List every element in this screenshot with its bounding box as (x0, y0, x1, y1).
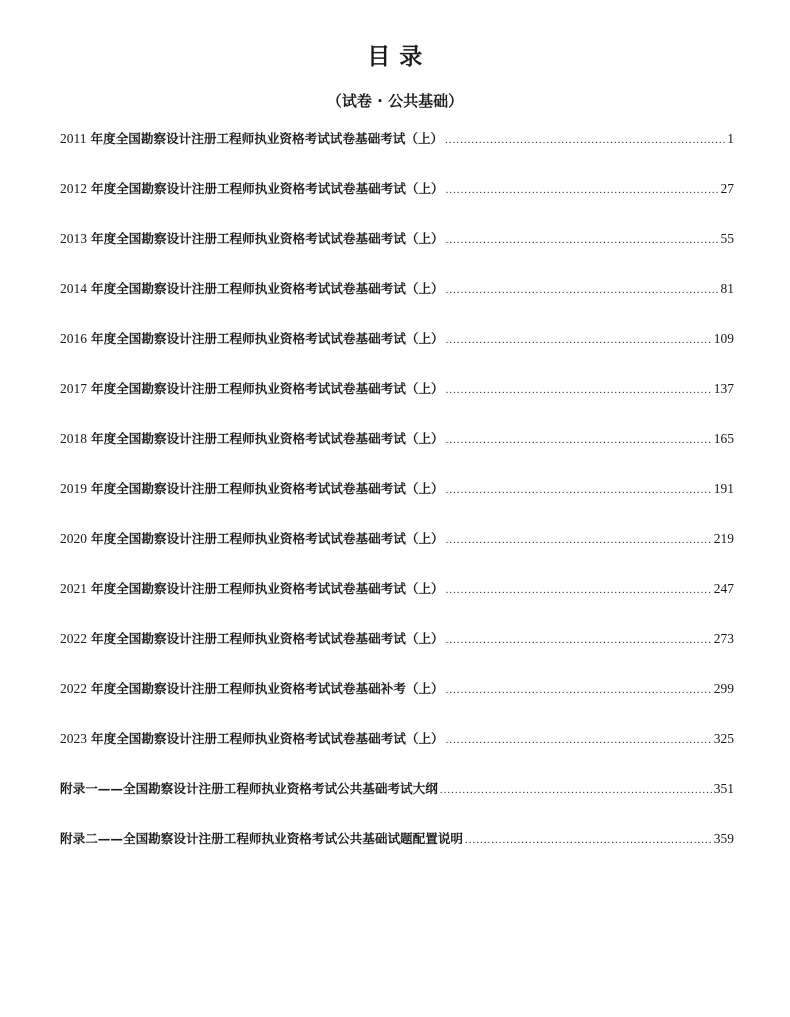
toc-entry-year: 2013 (60, 231, 87, 246)
toc-leader-dots (446, 429, 712, 451)
toc-entry[interactable] (60, 128, 734, 178)
toc-entry-page-number: 219 (713, 531, 734, 546)
toc-entry-page-number: 273 (713, 631, 734, 646)
toc-entry[interactable] (60, 628, 734, 678)
toc-leader-dots (446, 529, 712, 551)
toc-entry-year: 2023 (60, 731, 87, 746)
toc-entry[interactable] (60, 428, 734, 478)
toc-entry-title: 年度全国勘察设计注册工程师执业资格考试试卷基础考试（上） (91, 331, 444, 346)
toc-entry[interactable] (60, 178, 734, 228)
toc-entry[interactable] (60, 478, 734, 528)
toc-entry-title: 年度全国勘察设计注册工程师执业资格考试试卷基础考试（上） (91, 581, 444, 596)
toc-leader-dots (440, 779, 712, 801)
toc-entry-page-number: 27 (720, 181, 734, 196)
toc-entry[interactable] (60, 528, 734, 578)
toc-entry-title: 年度全国勘察设计注册工程师执业资格考试试卷基础考试（上） (91, 431, 444, 446)
toc-leader-dots (446, 279, 719, 301)
toc-entry[interactable] (60, 828, 734, 878)
toc-entry-year: 2022 (60, 681, 87, 696)
toc-entry[interactable] (60, 728, 734, 778)
toc-leader-dots (446, 329, 712, 351)
table-of-contents (60, 128, 734, 878)
toc-entry[interactable] (60, 328, 734, 378)
toc-leader-dots (446, 579, 712, 601)
toc-entry-page-number: 81 (720, 281, 734, 296)
toc-entry-year: 2016 (60, 331, 87, 346)
toc-leader-dots (446, 729, 712, 751)
toc-entry-title: 附录二——全国勘察设计注册工程师执业资格考试公共基础试题配置说明 (60, 831, 463, 846)
toc-leader-dots (446, 379, 712, 401)
toc-entry-title: 年度全国勘察设计注册工程师执业资格考试试卷基础补考（上） (91, 681, 444, 696)
toc-entry-year: 2011 (60, 131, 87, 146)
toc-entry-page-number: 247 (713, 581, 734, 596)
toc-leader-dots (465, 829, 712, 851)
toc-entry-year: 2019 (60, 481, 87, 496)
toc-entry-year: 2020 (60, 531, 87, 546)
toc-leader-dots (446, 479, 712, 501)
toc-entry[interactable] (60, 578, 734, 628)
toc-entry[interactable] (60, 228, 734, 278)
toc-entry[interactable] (60, 378, 734, 428)
toc-entry-year: 2021 (60, 581, 87, 596)
toc-entry-year: 2014 (60, 281, 87, 296)
page-title: 目 录 (367, 44, 423, 70)
toc-entry[interactable] (60, 778, 734, 828)
toc-entry-page-number: 1 (727, 131, 734, 146)
toc-entry-title: 附录一——全国勘察设计注册工程师执业资格考试公共基础考试大纲 (60, 781, 438, 796)
toc-entry-year: 2012 (60, 181, 87, 196)
toc-leader-dots (445, 129, 725, 151)
toc-entry-title: 年度全国勘察设计注册工程师执业资格考试试卷基础考试（上） (91, 481, 444, 496)
toc-entry-title: 年度全国勘察设计注册工程师执业资格考试试卷基础考试（上） (90, 131, 444, 146)
toc-entry-page-number: 325 (713, 731, 734, 746)
page-subtitle: （试卷 · 公共基础） (326, 92, 464, 110)
toc-entry-title: 年度全国勘察设计注册工程师执业资格考试试卷基础考试（上） (91, 231, 444, 246)
toc-entry-title: 年度全国勘察设计注册工程师执业资格考试试卷基础考试（上） (91, 631, 444, 646)
toc-entry-title: 年度全国勘察设计注册工程师执业资格考试试卷基础考试（上） (91, 731, 444, 746)
toc-entry-page-number: 109 (713, 331, 734, 346)
toc-leader-dots (446, 629, 712, 651)
toc-entry-year: 2017 (60, 381, 87, 396)
toc-entry[interactable] (60, 278, 734, 328)
toc-entry[interactable] (60, 678, 734, 728)
toc-entry-title: 年度全国勘察设计注册工程师执业资格考试试卷基础考试（上） (91, 181, 444, 196)
toc-entry-page-number: 351 (713, 781, 734, 796)
toc-entry-page-number: 359 (713, 831, 734, 846)
toc-leader-dots (446, 229, 719, 251)
toc-entry-page-number: 299 (713, 681, 734, 696)
toc-entry-page-number: 137 (713, 381, 734, 396)
toc-entry-year: 2018 (60, 431, 87, 446)
toc-entry-title: 年度全国勘察设计注册工程师执业资格考试试卷基础考试（上） (91, 381, 444, 396)
toc-entry-page-number: 55 (720, 231, 734, 246)
toc-entry-year: 2022 (60, 631, 87, 646)
toc-entry-title: 年度全国勘察设计注册工程师执业资格考试试卷基础考试（上） (91, 531, 444, 546)
toc-entry-page-number: 191 (713, 481, 734, 496)
toc-entry-title: 年度全国勘察设计注册工程师执业资格考试试卷基础考试（上） (91, 281, 444, 296)
toc-leader-dots (446, 679, 712, 701)
toc-entry-page-number: 165 (713, 431, 734, 446)
toc-leader-dots (446, 179, 719, 201)
